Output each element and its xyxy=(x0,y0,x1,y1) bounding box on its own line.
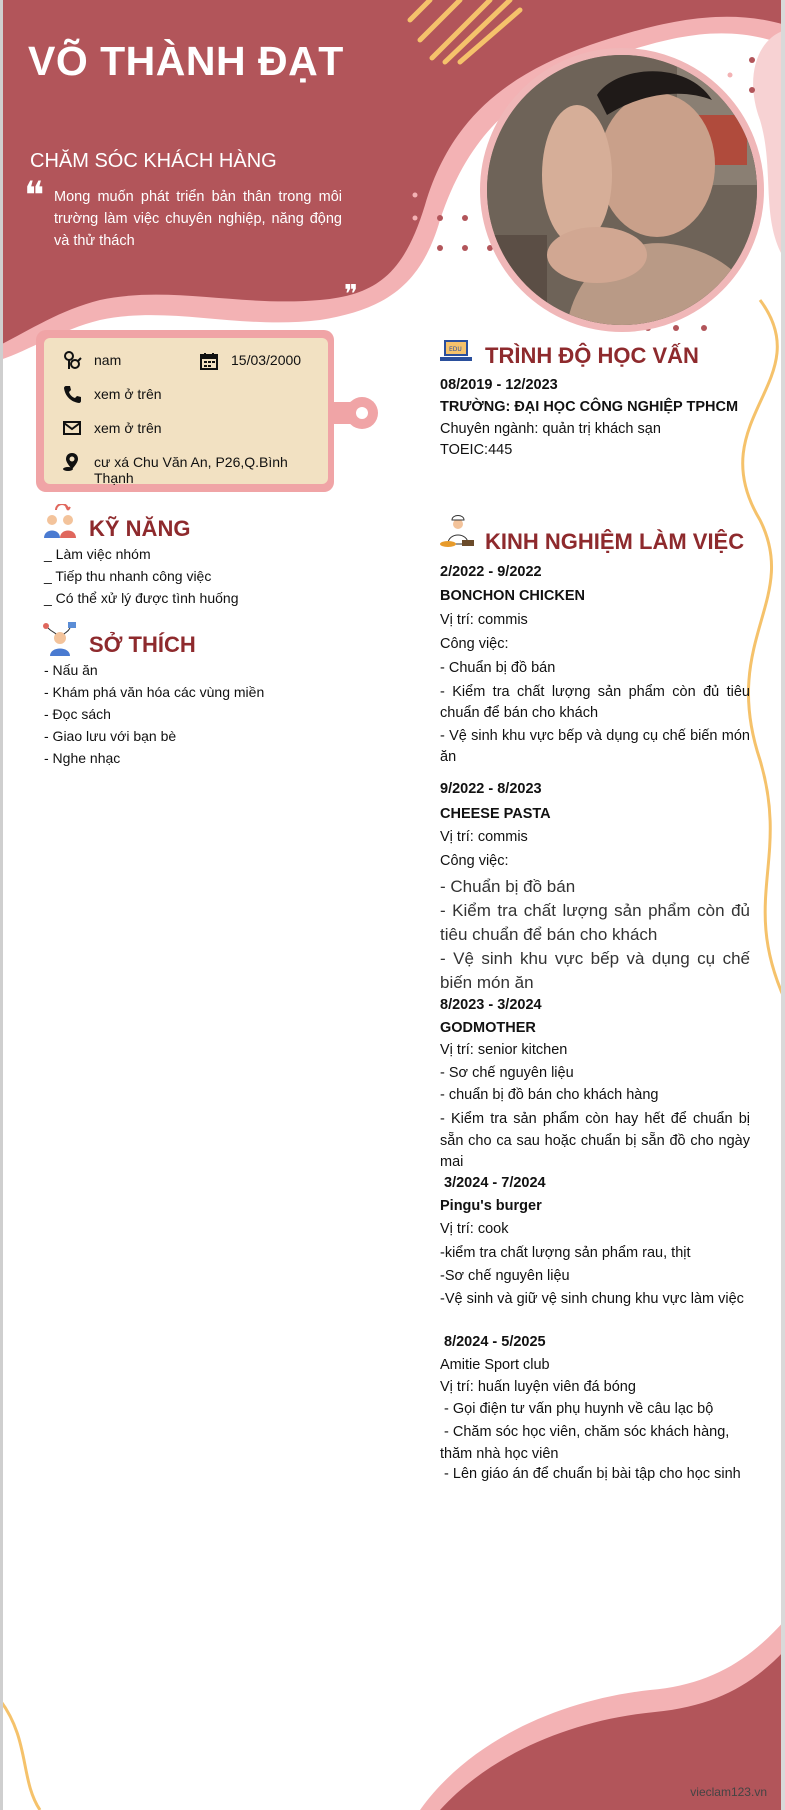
job-5-task: - Chăm sóc học viên, chăm sóc khách hàng, thăm nhà học viên xyxy=(440,1424,734,1462)
list-item: _ Làm việc nhóm xyxy=(44,546,151,562)
list-item: - Khám phá văn hóa các vùng miền xyxy=(44,684,265,700)
experience-title: KINH NGHIỆM LÀM VIỆC xyxy=(485,529,745,554)
list-item: - Nấu ăn xyxy=(44,662,98,678)
skills-list xyxy=(44,543,238,609)
list-item: _ Có thể xử lý được tình huống xyxy=(44,590,239,606)
education-school: TRƯỜNG: ĐẠI HỌC CÔNG NGHIỆP TPHCM xyxy=(440,399,739,415)
candidate-name: VÕ THÀNH ĐẠT xyxy=(28,38,344,84)
list-item: - Đọc sách xyxy=(44,706,111,722)
job-3-task: - Kiểm tra sản phẩm còn hay hết để chuẩn bị sẵn cho ca sau hoặc chuẩn bị sẵn đồ cho ngày mai xyxy=(440,1111,750,1170)
job-2-task: - Vệ sinh khu vực bếp và dụng cụ chế biến món ăn xyxy=(440,949,750,992)
quote-close-icon: ❞ xyxy=(344,280,358,310)
brand-watermark[interactable]: vieclam123.vn xyxy=(690,1785,767,1799)
education-period: 08/2019 - 12/2023 xyxy=(440,377,558,393)
job-5-company: Amitie Sport club xyxy=(440,1357,550,1373)
job-2-position: Vị trí: commis xyxy=(440,829,528,845)
job-5-position: Vị trí: huấn luyện viên đá bóng xyxy=(440,1379,636,1395)
job-4-company: Pingu's burger xyxy=(440,1198,542,1214)
gender-icon xyxy=(62,350,82,370)
experience-icon xyxy=(440,514,476,550)
education-major: Chuyên ngành: quản trị khách sạn xyxy=(440,421,661,437)
phone-value: xem ở trên xyxy=(94,386,162,402)
job-4-position: Vị trí: cook xyxy=(440,1221,509,1237)
education-title: TRÌNH ĐỘ HỌC VẤN xyxy=(485,343,699,368)
gold-curve-left xyxy=(0,1700,40,1810)
skills-icon xyxy=(42,504,78,540)
job-3-position: Vị trí: senior kitchen xyxy=(440,1042,568,1058)
job-2-task: - Chuẩn bị đồ bán xyxy=(440,877,576,896)
job-2-company: CHEESE PASTA xyxy=(440,806,551,822)
job-3-task: - Sơ chế nguyên liệu xyxy=(440,1065,574,1081)
job-1-company: BONCHON CHICKEN xyxy=(440,588,585,604)
svg-text:EDU: EDU xyxy=(449,346,462,353)
list-item: _ Tiếp thu nhanh công việc xyxy=(44,568,212,584)
page-border-right xyxy=(781,0,785,1810)
contact-card xyxy=(44,338,328,484)
job-1-task: - Chuẩn bị đồ bán xyxy=(440,660,556,676)
hobbies-title: SỞ THÍCH xyxy=(89,632,196,657)
skills-title: KỸ NĂNG xyxy=(89,516,191,541)
job-1-period: 2/2022 - 9/2022 xyxy=(440,564,542,580)
job-1-task: - Vệ sinh khu vực bếp và dụng cụ chế biến món ăn xyxy=(440,728,750,765)
job-2-period: 9/2022 - 8/2023 xyxy=(440,781,542,797)
address-value: cư xá Chu Văn An, P26,Q.Bình Thạnh xyxy=(94,454,288,486)
job-1-work-label: Công việc: xyxy=(440,636,509,652)
job-3-task: - chuẩn bị đồ bán cho khách hàng xyxy=(440,1087,659,1103)
job-2-work-label: Công việc: xyxy=(440,853,509,869)
job-4-period: 3/2024 - 7/2024 xyxy=(440,1175,546,1191)
job-3-company: GODMOTHER xyxy=(440,1020,536,1036)
list-item: - Giao lưu với bạn bè xyxy=(44,728,177,744)
job-5-period: 8/2024 - 5/2025 xyxy=(440,1334,546,1350)
page-border-left xyxy=(0,0,3,1810)
job-5-task: - Gọi điện tư vấn phụ huynh về câu lạc bộ xyxy=(440,1401,714,1417)
job-4-task: -Vệ sinh và giữ vệ sinh chung khu vực làm việc xyxy=(440,1291,744,1307)
location-icon xyxy=(62,452,82,472)
birthday-value: 15/03/2000 xyxy=(231,352,302,368)
gender-value: nam xyxy=(94,352,122,368)
education-icon xyxy=(440,338,472,366)
portrait-image xyxy=(487,55,757,325)
job-1-task: - Kiểm tra chất lượng sản phẩm còn đủ tiêu chuẩn để bán cho khách xyxy=(440,684,750,721)
profile-photo xyxy=(480,48,764,332)
email-icon xyxy=(62,418,82,438)
career-objective: Mong muốn phát triển bản thân trong môi trường làm việc chuyên nghiệp, năng động và thử thách xyxy=(54,189,342,249)
quote-open-icon: ❝ xyxy=(24,173,45,217)
job-4-task: -kiểm tra chất lượng sản phẩm rau, thịt xyxy=(440,1245,691,1261)
job-1-position: Vị trí: commis xyxy=(440,612,528,628)
job-3-period: 8/2023 - 3/2024 xyxy=(440,997,542,1013)
email-value: xem ở trên xyxy=(94,420,162,436)
calendar-icon xyxy=(199,351,219,371)
list-item: - Nghe nhạc xyxy=(44,750,121,766)
education-toeic: TOEIC:445 xyxy=(440,442,513,458)
job-title: CHĂM SÓC KHÁCH HÀNG xyxy=(30,150,277,172)
hobbies-icon xyxy=(42,620,78,656)
hobbies-list xyxy=(44,659,264,769)
job-5-task: - Lên giáo án để chuẩn bị bài tập cho học sinh xyxy=(440,1466,741,1482)
job-4-task: -Sơ chế nguyên liệu xyxy=(440,1268,570,1284)
phone-icon xyxy=(62,384,82,404)
job-2-task: - Kiểm tra chất lượng sản phẩm còn đủ tiêu chuẩn để bán cho khách xyxy=(440,901,750,944)
